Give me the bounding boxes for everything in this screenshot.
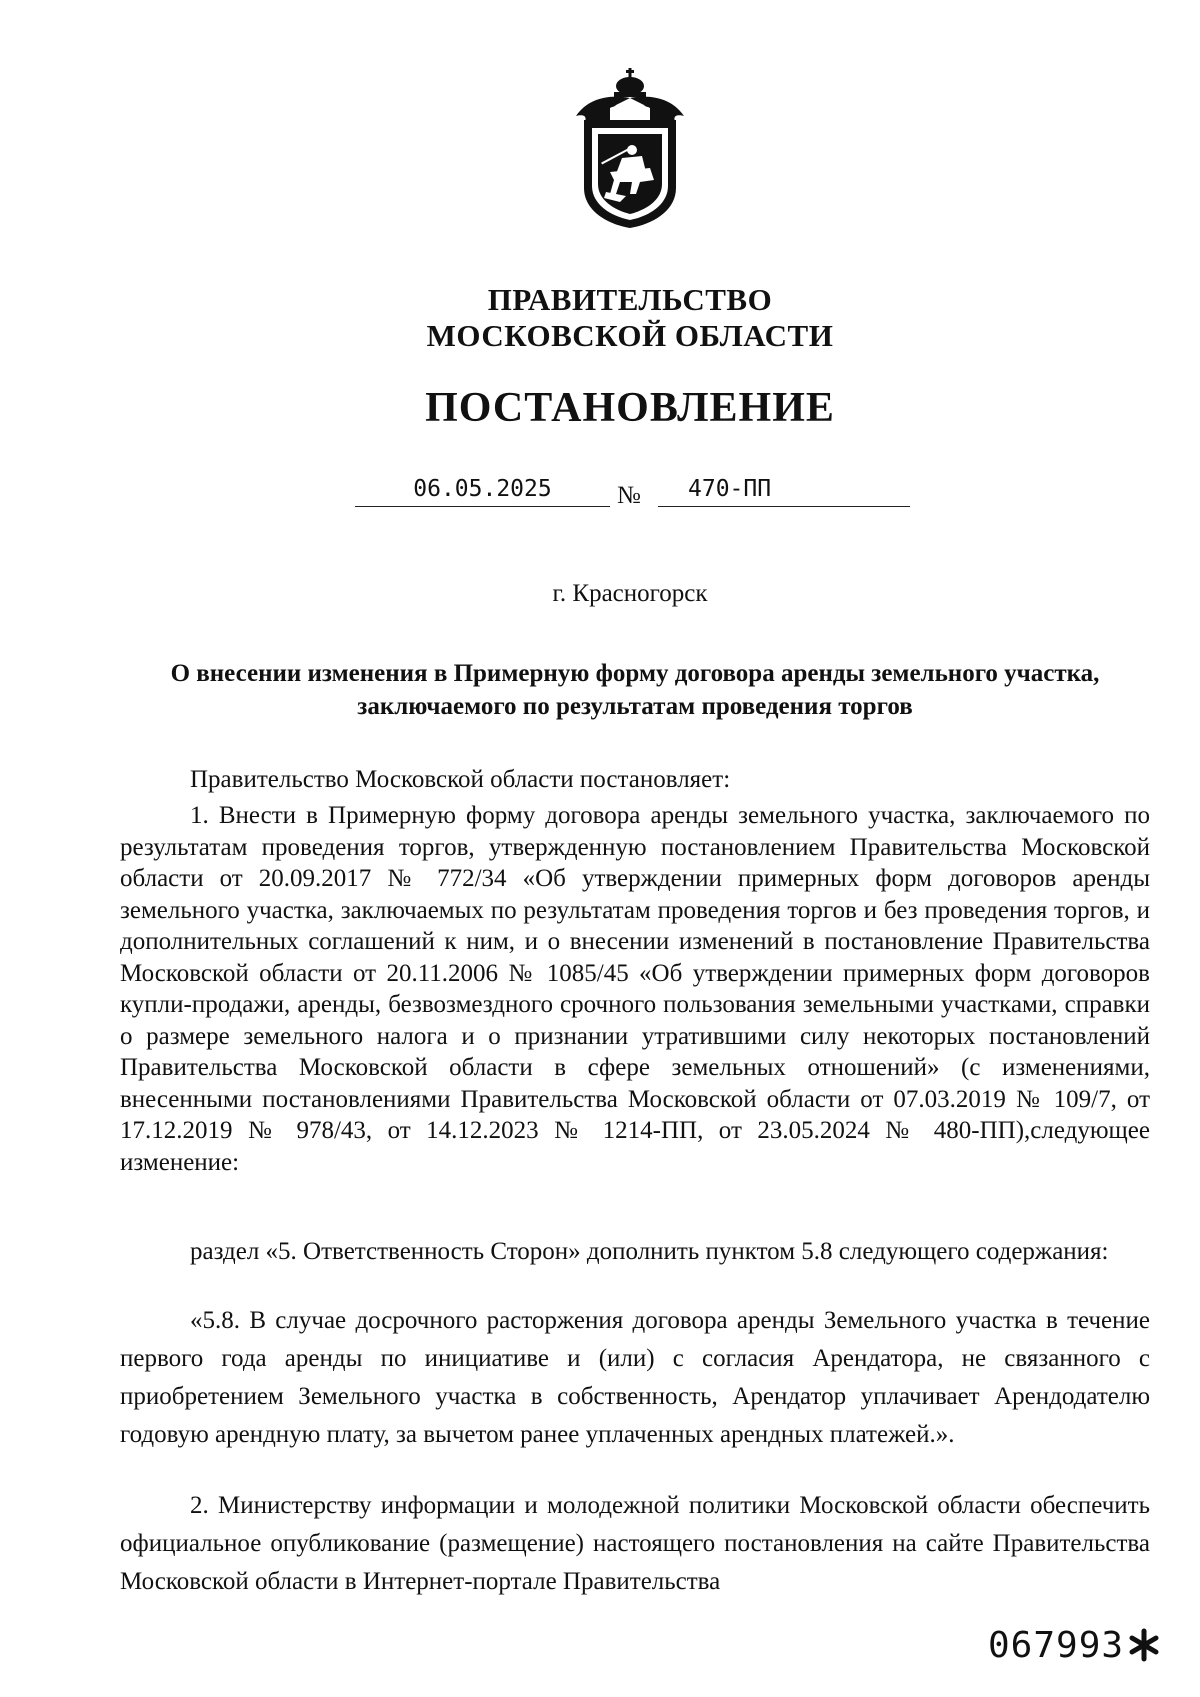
document-subject: О внесении изменения в Примерную форму договора аренды земельного участка, заключаемого по результатам проведения торгов [170,660,1100,720]
document-date: 06.05.2025 [355,476,610,507]
serial-number: 067993 [988,1625,1125,1666]
government-title-line-1: ПРАВИТЕЛЬСТВО [487,282,773,317]
document-type: ПОСТАНОВЛЕНИЕ [425,385,835,431]
section-amendment-paragraph: раздел «5. Ответственность Сторон» дополнить пунктом 5.8 следующего содержания: [190,1238,1109,1265]
intro-paragraph: Правительство Московской области постановляет: [190,766,731,793]
coat-of-arms-icon [570,68,690,230]
document-number: 470-ПП [658,476,910,507]
number-sign: № [617,482,641,509]
paragraph-1: 1. Внести в Примерную форму договора аренды земельного участка, заключаемого по результатам проведения торгов, утвержденную постановлением Правительства Московской области от 20.09.2017 № 772/34 «Об утверждении примерных форм договоров аренды земельного участка, заключаемых по результатам проведения торгов и без проведения торгов, и дополнительных соглашений к ним, и о внесении изменений в постановление Правительства Московской области от 20.11.2006 № 1085/45 «Об утверждении примерных форм договоров купли-продажи, аренды, безвозмездного срочного пользования земельными участками, справки о размере земельного налога и о признании утратившими силу некоторых постановлений Правительства Московской области в сфере земельных отношений» (с изменениями, внесенными постановлениями Правительства Московской области от 07.03.2019 № 109/7, от 17.12.2019 № 978/43, от 14.12.2023 № 1214-ПП, от 23.05.2024 № 480-ПП),следующее изменение: [120,802,1150,1176]
quoted-clause-5-8: «5.8. В случае досрочного расторжения договора аренды Земельного участка в течение первого года аренды по инициативе и (или) с согласия Арендатора, не связанного с приобретением Земельного участка в собственность, Арендатор уплачивает Арендодателю годовую арендную плату, за вычетом ранее уплаченных арендных платежей.». [120,1307,1150,1448]
asterisk-icon [1127,1628,1161,1662]
government-title-line-2: МОСКОВСКОЙ ОБЛАСТИ [426,318,834,353]
city: г. Красногорск [552,580,708,607]
paragraph-2: 2. Министерству информации и молодежной политики Московской области обеспечить официальное опубликование (размещение) настоящего постановления на сайте Правительства Московской области в Интернет-портале Правительства [120,1492,1150,1595]
